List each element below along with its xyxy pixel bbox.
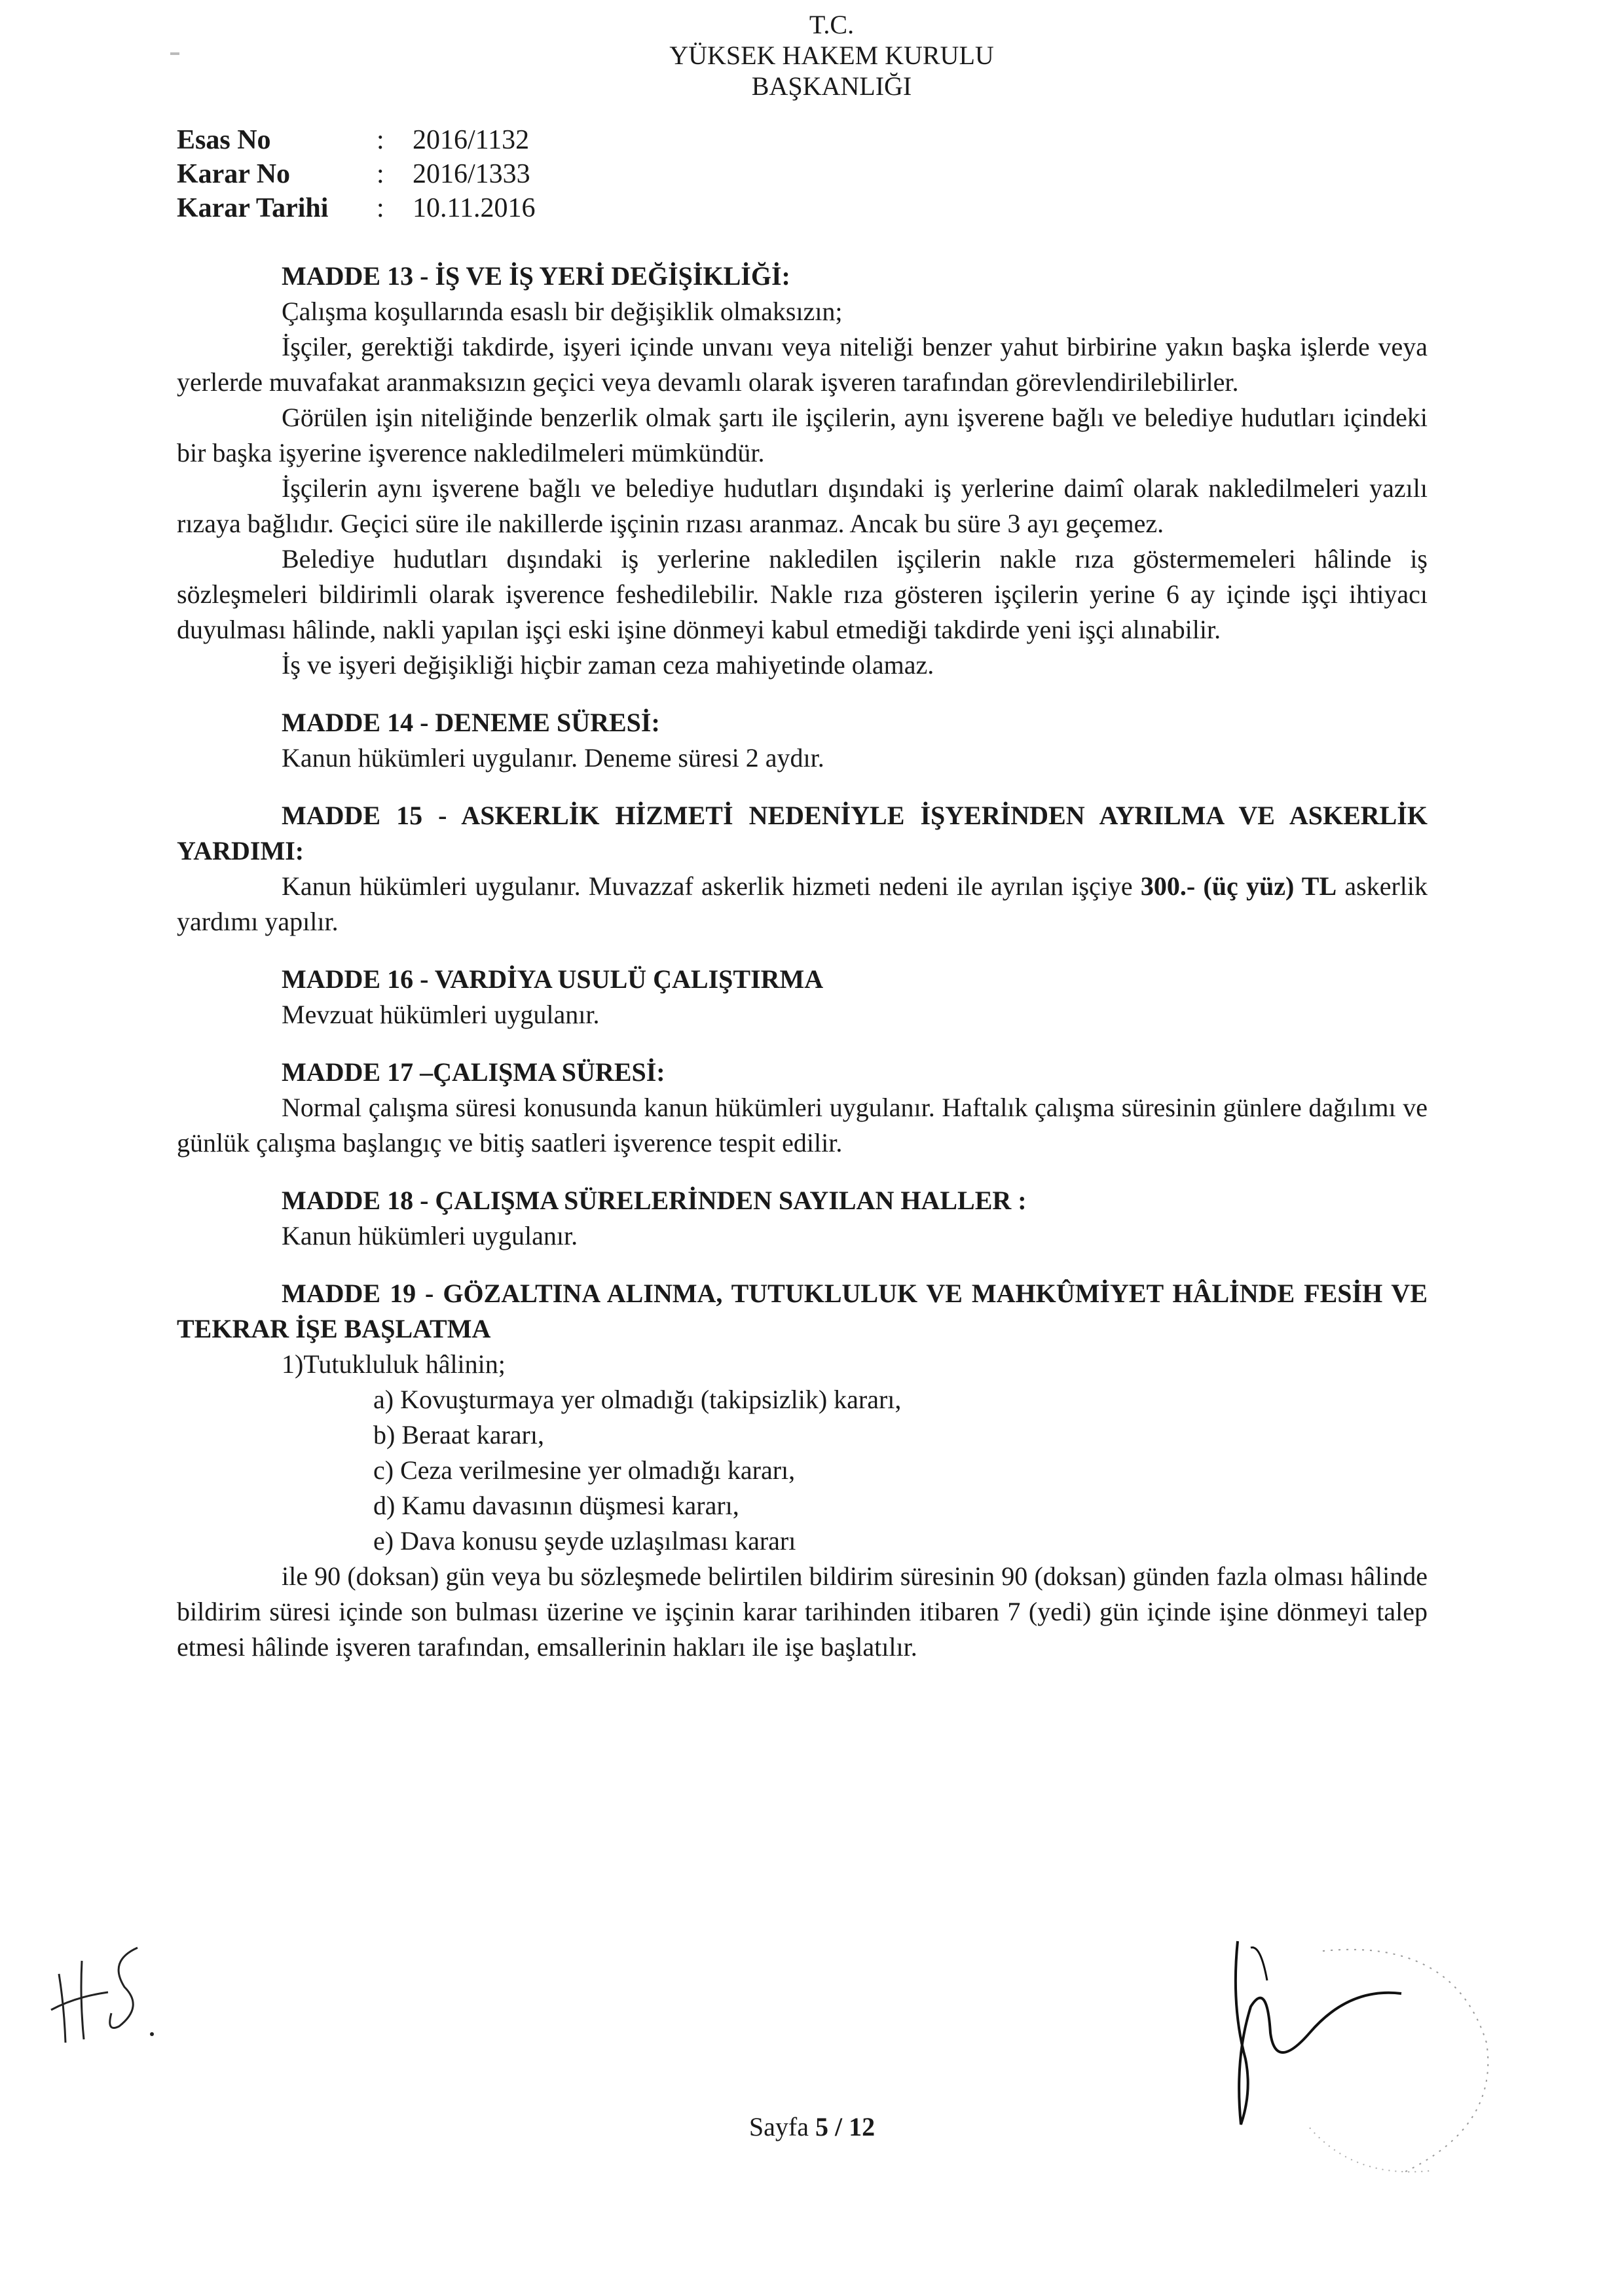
article-intro: 1)Tutukluluk hâlinin;	[282, 1349, 506, 1379]
article-18	[177, 1183, 1428, 1254]
tarih-row	[177, 191, 535, 225]
article-title: MADDE 17 –ÇALIŞMA SÜRESİ:	[282, 1057, 665, 1087]
karar-value: 2016/1333	[413, 159, 530, 189]
article-paragraph: Görülen işin niteliğinde benzerlik olmak şartı ile işçilerin, aynı işverene bağlı ve belediye hudutları içindeki bir başka işyerine işverence nakledilmeleri mümkündür.	[177, 403, 1428, 467]
article-paragraph: Kanun hükümleri uygulanır.	[282, 1221, 578, 1250]
list-item: b) Beraat kararı,	[373, 1420, 544, 1449]
handwritten-initials	[46, 1935, 164, 2052]
header-country: T.C.	[809, 10, 855, 39]
footer-label: Sayfa	[748, 2112, 815, 2141]
article-16	[177, 962, 1428, 1032]
esas-label: Esas No	[177, 125, 271, 155]
military-aid-amount: 300.- (üç yüz) TL	[1140, 871, 1337, 901]
list-item: e) Dava konusu şeyde uzlaşılması kararı	[373, 1526, 796, 1556]
list-item: a) Kovuşturmaya yer olmadığı (takipsizlik) kararı,	[373, 1385, 902, 1414]
article-19	[177, 1276, 1428, 1665]
article-paragraph: Çalışma koşullarında esaslı bir değişiklik olmaksızın;	[282, 297, 843, 326]
article-title: MADDE 13 - İŞ VE İŞ YERİ DEĞİŞİKLİĞİ:	[282, 261, 790, 291]
article-title: MADDE 16 - VARDİYA USULÜ ÇALIŞTIRMA	[282, 964, 824, 994]
paragraph-text: Kanun hükümleri uygulanır. Muvazzaf askerlik hizmeti nedeni ile ayrılan işçiye	[282, 871, 1141, 901]
page-number: 5 / 12	[815, 2112, 876, 2141]
article-title: MADDE 14 - DENEME SÜRESİ:	[282, 708, 660, 737]
article-13	[177, 259, 1428, 683]
scan-speck	[170, 52, 179, 55]
article-paragraph: ile 90 (doksan) gün veya bu sözleşmede belirtilen bildirim süresinin 90 (doksan) günden fazla olması hâlinde bildirim süresi içinde son bulması üzerine ve işçinin karar tarihinden itibaren 7 (yedi) gün içinde işine dönmeyi talep etmesi hâlinde işveren tarafından, emsallerinin hakları ile işe başlatılır.	[177, 1561, 1428, 1662]
header-office: BAŞKANLIĞI	[751, 71, 912, 101]
list-item: c) Ceza verilmesine yer olmadığı kararı,	[373, 1455, 796, 1485]
tarih-value: 10.11.2016	[413, 193, 536, 223]
article-paragraph: İşçilerin aynı işverene bağlı ve belediye hudutları dışındaki iş yerlerine daimî olarak nakledilmeleri yazılı rızaya bağlıdır. Geçici süre ile nakillerde işçinin rızası aranmaz. Ancak bu süre 3 ayı geçemez.	[177, 473, 1428, 538]
article-paragraph: İşçiler, gerektiği takdirde, işyeri içinde unvanı veya niteliği benzer yahut birbirine yakın başka işlerde veya yerlerde muvafakat aranmaksızın geçici veya devamlı olarak işveren tarafından görevlendirilebilirler.	[177, 332, 1428, 397]
article-paragraph: İş ve işyeri değişikliği hiçbir zaman ceza mahiyetinde olamaz.	[282, 650, 934, 680]
tarih-colon: :	[377, 193, 384, 223]
condition-list	[177, 1382, 1428, 1559]
article-paragraph: Kanun hükümleri uygulanır. Deneme süresi 2 aydır.	[282, 743, 824, 773]
case-metadata	[177, 123, 535, 225]
paragraph-text: askerlik yardımı yapılır.	[177, 871, 1428, 936]
article-paragraph: Belediye hudutları dışındaki iş yerlerine nakledilen işçilerin nakle rıza göstermemeleri hâlinde iş sözleşmeleri bildirimli olarak işverence feshedilebilir. Nakle rıza gösteren işçilerin yerine 6 ay içinde işçi ihtiyacı duyulması hâlinde, nakli yapılan işçi eski işine dönmeyi kabul etmediği takdirde yeni işçi alınabilir.	[177, 544, 1428, 644]
article-paragraph: Normal çalışma süresi konusunda kanun hükümleri uygulanır. Haftalık çalışma süresinin günlere dağılımı ve günlük çalışma başlangıç ve bitiş saatleri işverence tespit edilir.	[177, 1093, 1428, 1157]
article-title: MADDE 15 - ASKERLİK HİZMETİ NEDENİYLE İŞYERİNDEN AYRILMA VE ASKERLİK YARDIMI:	[177, 801, 1428, 866]
karar-row	[177, 157, 535, 191]
article-14	[177, 705, 1428, 776]
article-title: MADDE 18 - ÇALIŞMA SÜRELERİNDEN SAYILAN HALLER :	[282, 1186, 1027, 1215]
page-footer	[0, 2111, 1624, 2142]
karar-colon: :	[377, 159, 384, 189]
document-body	[177, 259, 1428, 1687]
header-institution: YÜKSEK HAKEM KURULU	[669, 41, 994, 70]
article-title: MADDE 19 - GÖZALTINA ALINMA, TUTUKLULUK VE MAHKÛMİYET HÂLİNDE FESİH VE TEKRAR İŞE BAŞLATMA	[177, 1279, 1428, 1343]
article-paragraph: Mevzuat hükümleri uygulanır.	[282, 1000, 600, 1029]
esas-value: 2016/1132	[413, 125, 530, 155]
list-item: d) Kamu davasının düşmesi kararı,	[373, 1491, 739, 1520]
esas-row	[177, 123, 535, 157]
tarih-label: Karar Tarihi	[177, 193, 329, 223]
article-15	[177, 798, 1428, 939]
article-paragraph	[177, 869, 1428, 939]
karar-label: Karar No	[177, 159, 291, 189]
document-header	[563, 9, 1100, 101]
esas-colon: :	[377, 125, 384, 155]
signature	[1205, 1928, 1480, 2203]
article-17	[177, 1055, 1428, 1161]
